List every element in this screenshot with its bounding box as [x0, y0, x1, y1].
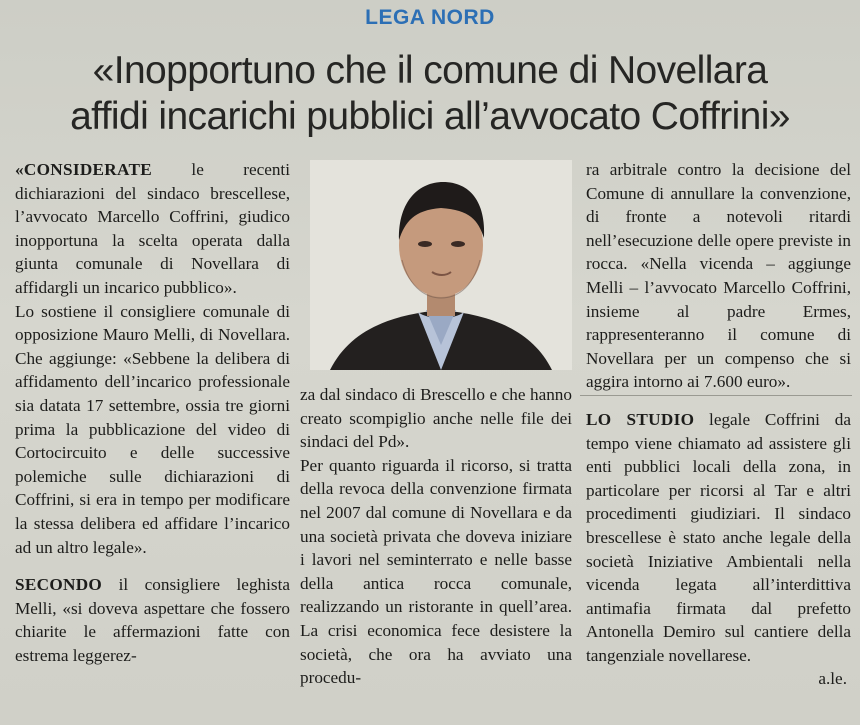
paragraph-gap	[15, 559, 290, 573]
paragraph-text: le recenti dichiarazioni del sindaco brescellese, l’avvocato Marcello Coffrini, giudico inopportuna la scelta operata dalla giunta comunale di Novellara di affidargli un incarico pubblico».	[15, 160, 290, 297]
section-kicker: LEGA NORD	[365, 6, 495, 29]
paragraph-gap	[586, 394, 851, 408]
portrait-image	[310, 160, 572, 370]
paragraph-lead: SECONDO	[15, 575, 103, 595]
paragraph-2: Lo sostiene il consigliere comunale di opposizione Mauro Melli, di Novellara. Che aggiunge: «Sebbene la delibera di affidamento dell’incarico professionale sia datata 17 settembre, ossia tre giorni prima la pubblicazione del video di Cortocircuito e delle successive polemiche sulle dichiarazioni di Coffrini, si era in tempo per modificare la stessa delibera ed affidare l’incarico ad un altro legale».	[15, 301, 290, 557]
article-column-2	[300, 383, 572, 690]
paragraph-1	[15, 158, 290, 300]
author-signature: a.le.	[818, 669, 847, 689]
article-column-3	[586, 158, 851, 691]
headline	[0, 48, 860, 140]
paragraph-text: il consigliere leghista Melli, «si doveva aspettare che fossero chiarite le affermazioni fatte con estrema leggerez-	[15, 575, 290, 665]
paragraph-lead: LO STUDIO	[586, 409, 695, 429]
paragraph-text: legale Coffrini da tempo viene chiamato ad assistere gli enti pubblici locali della zona, in particolare per ricorsi al Tar e altri procedimenti giudiziari. Il sindaco brescellese è stato anche legale della società Iniziative Ambientali nella vicenda legata all’interdittiva antimafia firmata dal prefetto Antonella Demiro sul cantiere della tangenziale novellarese.	[586, 409, 851, 665]
paragraph-3	[15, 573, 290, 667]
portrait-photo	[310, 160, 572, 370]
headline-line-1: «Inopportuno che il comune di Novellara	[92, 49, 768, 92]
paragraph-2: Per quanto riguarda il ricorso, si tratta della revoca della convenzione firmata nel 2007 dal comune di Novellara e da una società privata che doveva iniziare i lavori nel seminterrato e nelle basse della antica rocca comunale, realizzando un ristorante in quell’area. La crisi economica fece desistere la società, che ora ha avviato una procedu-	[300, 455, 572, 688]
paragraph-lead: «CONSIDERATE	[15, 160, 152, 179]
paragraph-1: ra arbitrale contro la decisione del Comune di annullare la convenzione, di fronte a notevoli ritardi nell’esecuzione delle opere previste in rocca. «Nella vicenda – aggiunge Melli – l’avvocato Marcello Coffrini, insieme al padre Ermes, rappresenteranno il comune di Novellara per un compenso che si aggira intorno ai 7.600 euro».	[586, 160, 851, 392]
article-column-1	[15, 158, 290, 667]
paragraph-2	[586, 408, 851, 668]
headline-line-2: affidi incarichi pubblici all’avvocato Coffrini»	[70, 95, 790, 138]
paragraph-1: za dal sindaco di Brescello e che hanno creato scompiglio anche nelle file dei sindaci del Pd».	[300, 385, 572, 452]
